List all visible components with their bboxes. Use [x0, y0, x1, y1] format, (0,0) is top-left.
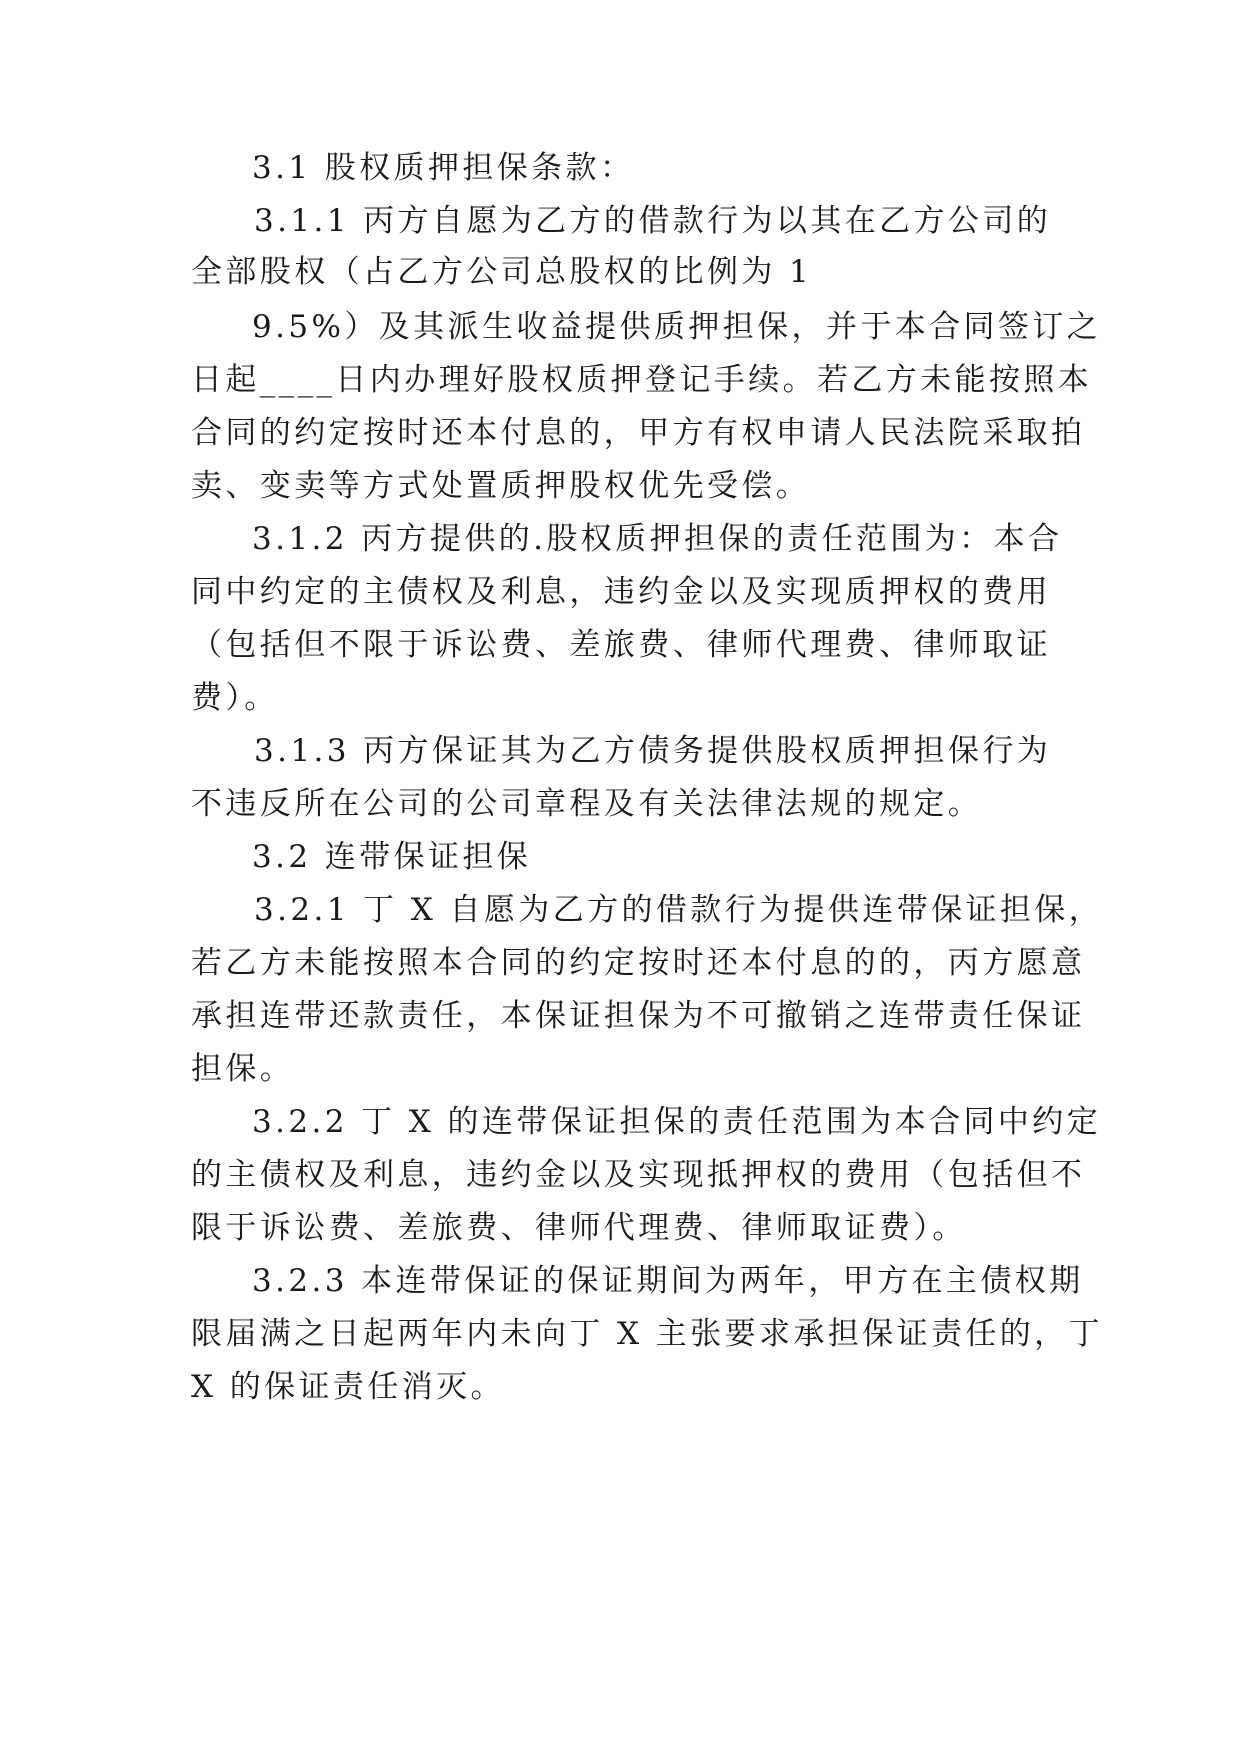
clause-3-2-1-line-3: 承担连带还款责任，本保证担保为不可撤销之连带责任保证	[191, 998, 1086, 1034]
clause-3-2-3-line-2: 限届满之日起两年内未向丁 X 主张要求承担保证责任的，丁	[191, 1316, 1103, 1352]
clause-3-1-3-line-2: 不违反所在公司的公司章程及有关法律法规的规定。	[191, 786, 983, 822]
clause-3-1-2-line-4: 费）。	[191, 680, 279, 716]
clause-3-2-1-line-1: 3.2.1 丁 X 自愿为乙方的借款行为提供连带保证担保，	[254, 892, 1104, 928]
heading-3-2: 3.2 连带保证担保	[252, 839, 532, 875]
clause-3-1-2-line-2: 同中约定的主债权及利息，违约金以及实现质押权的费用	[191, 574, 1051, 610]
clause-3-2-2-line-3: 限于诉讼费、差旅费、律师代理费、律师取证费）。	[191, 1210, 967, 1246]
clause-3-1-2-line-1: 3.1.2 丙方提供的.股权质押担保的责任范围为：本合	[252, 521, 1063, 557]
clause-3-1-1-line-3: 9.5%）及其派生收益提供质押担保，并于本合同签订之	[252, 309, 1102, 345]
clause-3-1-1-line-4: 日起____日内办理好股权质押登记手续。若乙方未能按照本	[191, 362, 1093, 398]
clause-3-1-1-line-6: 卖、变卖等方式处置质押股权优先受偿。	[191, 468, 811, 504]
clause-3-2-2-line-2: 的主债权及利息，违约金以及实现抵押权的费用（包括但不	[191, 1157, 1086, 1193]
clause-3-1-1-line-1: 3.1.1 丙方自愿为乙方的借款行为以其在乙方公司的	[254, 203, 1052, 239]
clause-3-1-3-line-1: 3.1.3 丙方保证其为乙方债务提供股权质押担保行为	[254, 733, 1052, 769]
clause-3-1-2-line-3: （包括但不限于诉讼费、差旅费、律师代理费、律师取证	[191, 627, 1051, 663]
clause-3-1-1-line-2: 全部股权（占乙方公司总股权的比例为 1	[191, 254, 813, 290]
clause-3-2-3-line-3: X 的保证责任消灭。	[191, 1369, 505, 1405]
clause-3-2-1-line-4: 担保。	[191, 1051, 295, 1087]
clause-3-2-1-line-2: 若乙方未能按照本合同的约定按时还本付息的的，丙方愿意	[191, 945, 1086, 981]
clause-3-2-2-line-1: 3.2.2 丁 X 的连带保证担保的责任范围为本合同中约定	[252, 1104, 1102, 1140]
heading-3-1: 3.1 股权质押担保条款：	[252, 150, 635, 186]
clause-3-2-3-line-1: 3.2.3 本连带保证的保证期间为两年，甲方在主债权期	[252, 1263, 1084, 1299]
clause-3-1-1-line-5: 合同的约定按时还本付息的，甲方有权申请人民法院采取拍	[191, 415, 1086, 451]
